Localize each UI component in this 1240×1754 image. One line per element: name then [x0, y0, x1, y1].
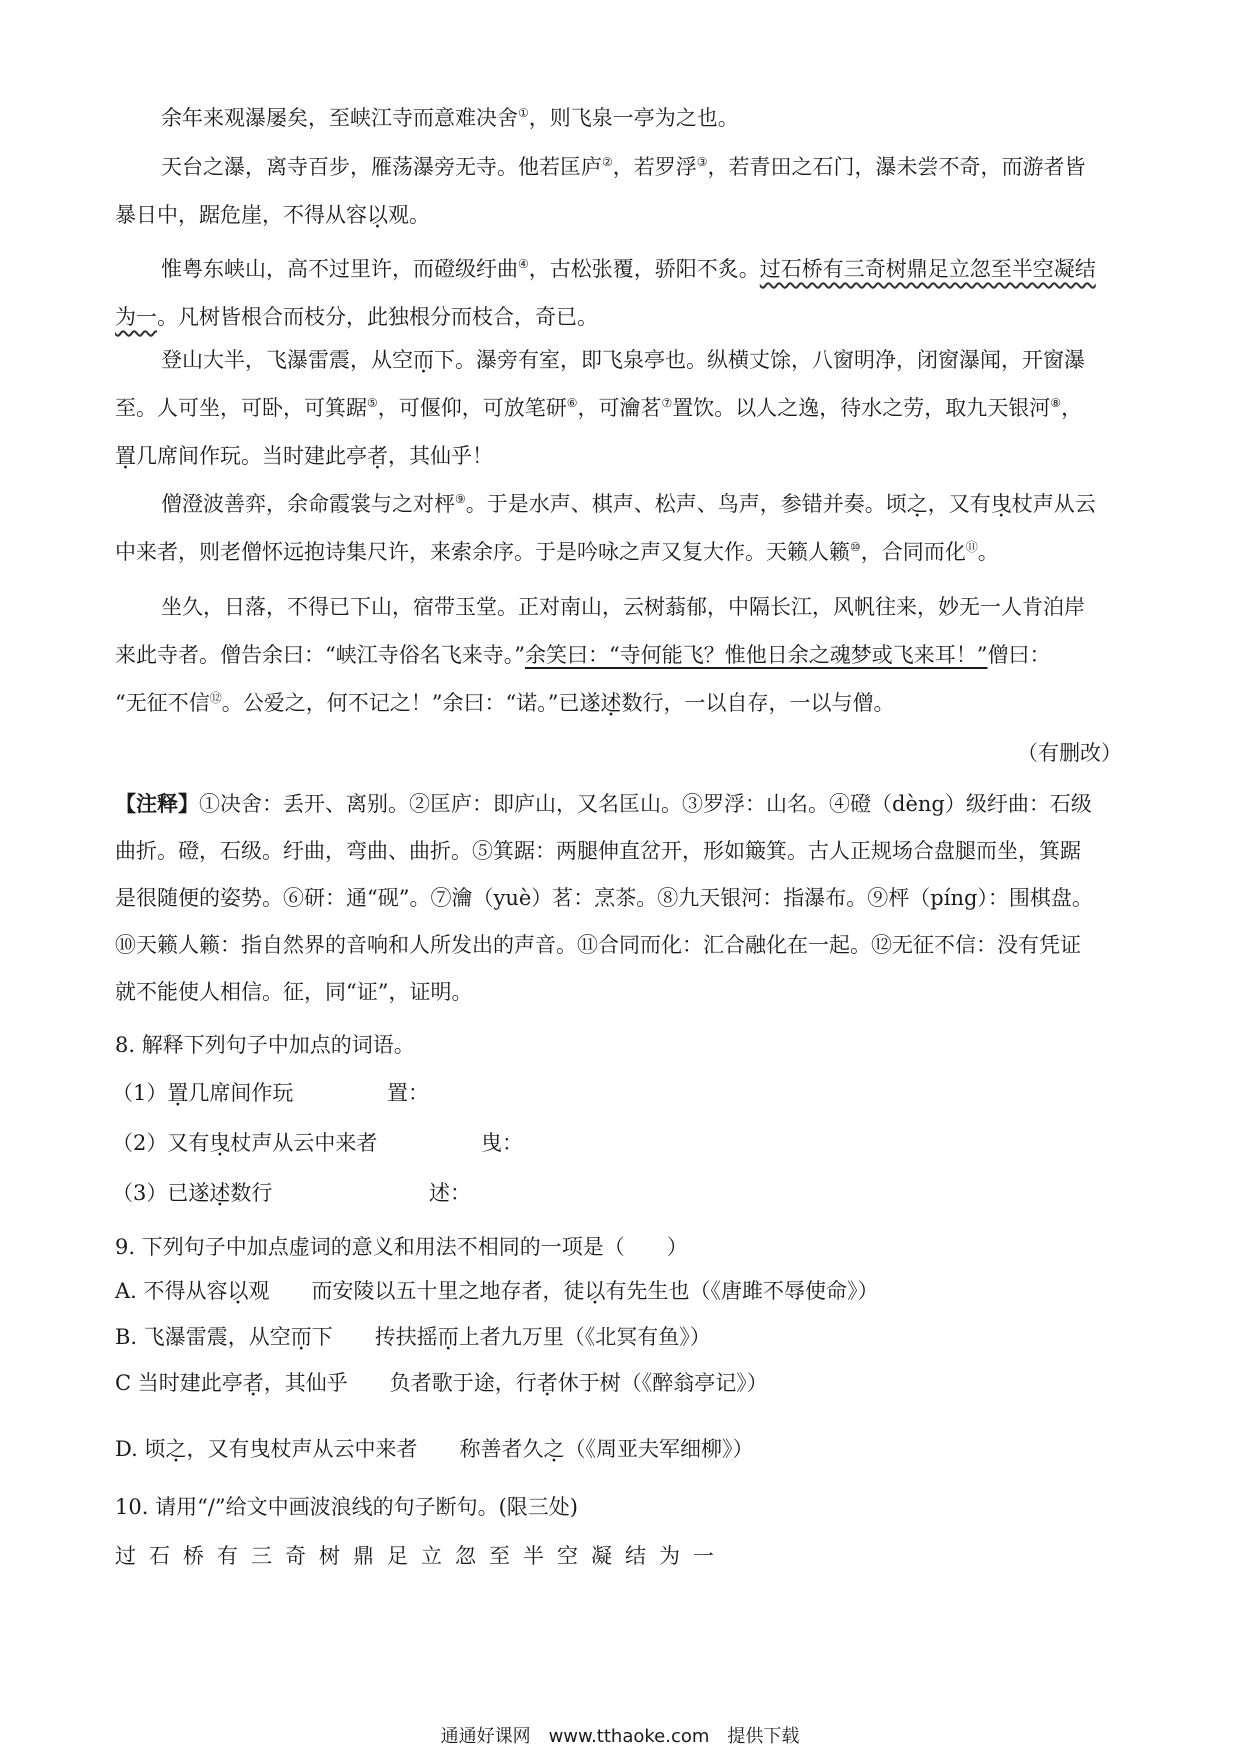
passage-paragraph-5: 僧澄波善弈，余命霞裳与之对枰⑨。于是水声、棋声、松声、鸟声，参错并奏。顷之，又有曳杖声从云 中来者，则老僧怀远抱诗集尺许，来索余序。于是吟咏之声又复大作。天籁人籁⑩，合同而化⑪。: [115, 492, 1096, 564]
dotted-word: 曳: [990, 492, 1012, 516]
page-footer: 通通好课网 www.tthaoke.com 提供下载: [440, 1726, 800, 1747]
question-10-stem: 10. 请用“/”给文中画波浪线的句子断句。(限三处): [115, 1495, 579, 1519]
question-8-item-3: （3）已遂述数行: [112, 1181, 273, 1205]
dotted-word: 之: [906, 492, 928, 516]
passage-paragraph-4: 登山大半，飞瀑雷震，从空而下。瀑旁有室，即飞泉亭也。纵横丈馀，八窗明净，闭窗瀑闻，开窗瀑 至。人可坐，可卧，可箕踞⑤，可偃仰，可放笔研⑥，可瀹茗⑦置饮。以人之逸，待水之劳，取九天银河⑧， 置几席间作玩。当时建此亭者，其仙乎！: [115, 348, 1085, 468]
dotted-word: 以: [367, 203, 388, 227]
question-10-sentence: 过石桥有三奇树鼎足立忽至半空凝结为一: [115, 1544, 727, 1568]
question-8-answer-2: 曳：: [481, 1131, 523, 1155]
question-8-answer-1: 置：: [387, 1081, 429, 1105]
wavy-underlined-sentence-end: 为一: [115, 305, 157, 329]
dotted-word: 而: [413, 348, 434, 372]
dotted-word: 者: [367, 444, 388, 468]
underlined-sentence: 余笑曰：“寺何能飞？惟他日余之魂梦或飞来耳！”: [524, 643, 988, 667]
question-9-option-a: A. 不得从容以观 而安陵以五十里之地存者，徒以有先生也（《唐雎不辱使命》）: [115, 1279, 879, 1303]
annotation-label: 【注释】: [115, 791, 199, 816]
annotation-block: 【注释】①决舍：丢开、离别。②匡庐：即庐山，又名匡山。③罗浮：山名。④磴（dèng）级纡曲：石级 曲折。磴，石级。纡曲，弯曲、曲折。⑤箕踞：两腿伸直岔开，形如簸箕。古人正规场合盘腿而坐，箕踞 是很随便的姿势。⑥研：通“砚”。⑦瀹（yuè）茗：烹茶。⑧九天银河：指瀑布。⑨枰（píng）：围棋盘。 ⑩天籁人籁：指自然界的音响和人所发出的声音。⑪合同而化：汇合融化在一起。⑫无征不信：没有凭证 就不能使人相信。征，同“证”，证明。: [115, 791, 1093, 1004]
source-note: （有删改）: [1017, 741, 1122, 765]
question-8-answer-3: 述：: [429, 1181, 471, 1205]
question-9-option-b: B. 飞瀑雷震，从空而下 抟扶摇而上者九万里（《北冥有鱼》）: [115, 1325, 711, 1349]
question-8-item-1: （1）置几席间作玩: [112, 1081, 294, 1105]
question-9-option-c: C 当时建此亭者，其仙乎 负者歌于途，行者休于树（《醉翁亭记》）: [115, 1371, 768, 1395]
question-9-option-d: D. 顷之，又有曳杖声从云中来者 称善者久之（《周亚夫军细柳》）: [115, 1437, 754, 1461]
passage-paragraph-3: 惟粤东峡山，高不过里许，而磴级纡曲④，古松张覆，骄阳不炙。过石桥有三奇树鼎足立忽至半空凝结 为一。凡树皆根合而枝分，此独根分而枝合，奇已。: [115, 257, 1096, 329]
question-9-stem: 9. 下列句子中加点虚词的意义和用法不相同的一项是（ ）: [115, 1235, 688, 1259]
dotted-word: 置: [115, 444, 136, 468]
passage-paragraph-2: 天台之瀑，离寺百步，雁荡瀑旁无寺。他若匡庐②，若罗浮③，若青田之石门，瀑未尝不奇，而游者皆 暴日中，踞危崖，不得从容以观。: [115, 155, 1086, 227]
question-8-stem: 8. 解释下列句子中加点的词语。: [115, 1033, 415, 1057]
passage-paragraph-1: 余年来观瀑屡矣，至峡江寺而意难决舍①，则飞泉一亭为之也。: [161, 106, 739, 130]
passage-paragraph-6: 坐久，日落，不得已下山，宿带玉堂。正对南山，云树蓊郁，中隔长江，风帆往来，妙无一人肯泊岸 来此寺者。僧告余曰：“峡江寺俗名飞来寺。”余笑曰：“寺何能飞？惟他日余之魂梦或飞来耳！”僧曰： “无征不信⑫。公爱之，何不记之！”余曰：“诺。”已遂述数行，一以自存，一以与僧。: [115, 595, 1085, 715]
wavy-underlined-sentence: 过石桥有三奇树鼎足立忽至半空凝结: [759, 257, 1096, 281]
dotted-word: 述: [600, 691, 622, 715]
question-8-item-2: （2）又有曳杖声从云中来者: [112, 1131, 378, 1155]
